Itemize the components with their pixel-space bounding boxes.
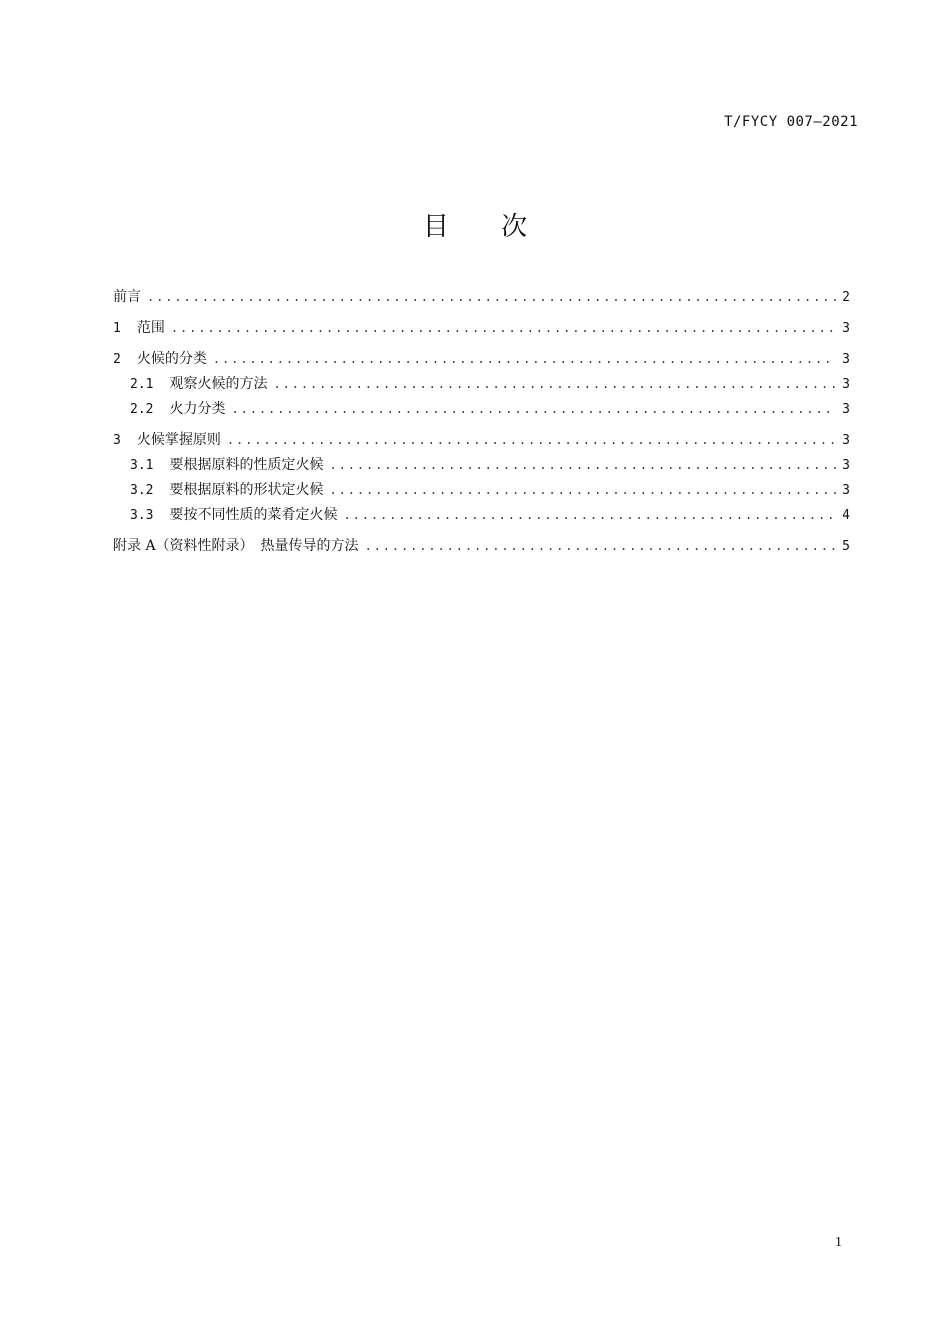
toc-entry-appendix-a[interactable] xyxy=(113,534,850,559)
toc-entry-page: 4 xyxy=(842,508,850,523)
toc-entry-2-2[interactable] xyxy=(113,397,850,422)
toc-entry-page: 2 xyxy=(842,290,850,305)
toc-entry-number: 3.2 xyxy=(130,483,154,498)
toc-entry-3-2[interactable] xyxy=(113,478,850,503)
toc-entry-title: 要根据原料的性质定火候 xyxy=(169,457,324,473)
toc-entry-number: 1 xyxy=(113,321,121,336)
toc-entry-number: 2 xyxy=(113,352,121,367)
toc-entry-number: 3.1 xyxy=(130,458,154,473)
toc-entry-page: 3 xyxy=(842,402,850,417)
toc-entry-title: 范围 xyxy=(136,320,165,336)
toc-entry-foreword[interactable] xyxy=(113,285,850,310)
toc-entry-number: 3.3 xyxy=(130,508,154,523)
dot-leader xyxy=(273,372,836,397)
toc-entry-3-1[interactable] xyxy=(113,453,850,478)
table-of-contents xyxy=(113,285,850,559)
dot-leader xyxy=(213,347,836,372)
page-number: 1 xyxy=(835,1235,842,1250)
toc-entry-2-1[interactable] xyxy=(113,372,850,397)
dot-leader xyxy=(343,503,836,528)
toc-entry-title: 要按不同性质的菜肴定火候 xyxy=(169,507,338,523)
toc-entry-page: 5 xyxy=(842,539,850,554)
toc-entry-2[interactable] xyxy=(113,347,850,372)
dot-leader xyxy=(329,478,836,503)
dot-leader xyxy=(147,285,836,310)
dot-leader xyxy=(365,534,837,559)
toc-entry-title: 观察火候的方法 xyxy=(169,376,268,392)
toc-entry-title: 附录 A（资料性附录） 热量传导的方法 xyxy=(113,538,359,554)
toc-entry-3[interactable] xyxy=(113,428,850,453)
toc-entry-page: 3 xyxy=(842,321,850,336)
toc-entry-title: 要根据原料的形状定火候 xyxy=(169,482,324,498)
dot-leader xyxy=(227,428,836,453)
dot-leader xyxy=(171,316,836,341)
toc-entry-title: 前言 xyxy=(113,289,141,305)
page-title: 目 次 xyxy=(422,212,550,242)
toc-entry-title: 火候的分类 xyxy=(136,351,207,367)
toc-entry-title: 火候掌握原则 xyxy=(136,432,221,448)
toc-entry-number: 3 xyxy=(113,433,121,448)
toc-entry-page: 3 xyxy=(842,433,850,448)
toc-entry-1[interactable] xyxy=(113,316,850,341)
toc-entry-page: 3 xyxy=(842,483,850,498)
dot-leader xyxy=(329,453,836,478)
toc-entry-page: 3 xyxy=(842,458,850,473)
toc-entry-3-3[interactable] xyxy=(113,503,850,528)
dot-leader xyxy=(231,397,836,422)
toc-entry-page: 3 xyxy=(842,377,850,392)
toc-entry-title: 火力分类 xyxy=(169,401,226,417)
toc-entry-number: 2.1 xyxy=(130,377,154,392)
toc-entry-page: 3 xyxy=(842,352,850,367)
document-code: T/FYCY 007—2021 xyxy=(724,114,858,130)
toc-entry-number: 2.2 xyxy=(130,402,154,417)
